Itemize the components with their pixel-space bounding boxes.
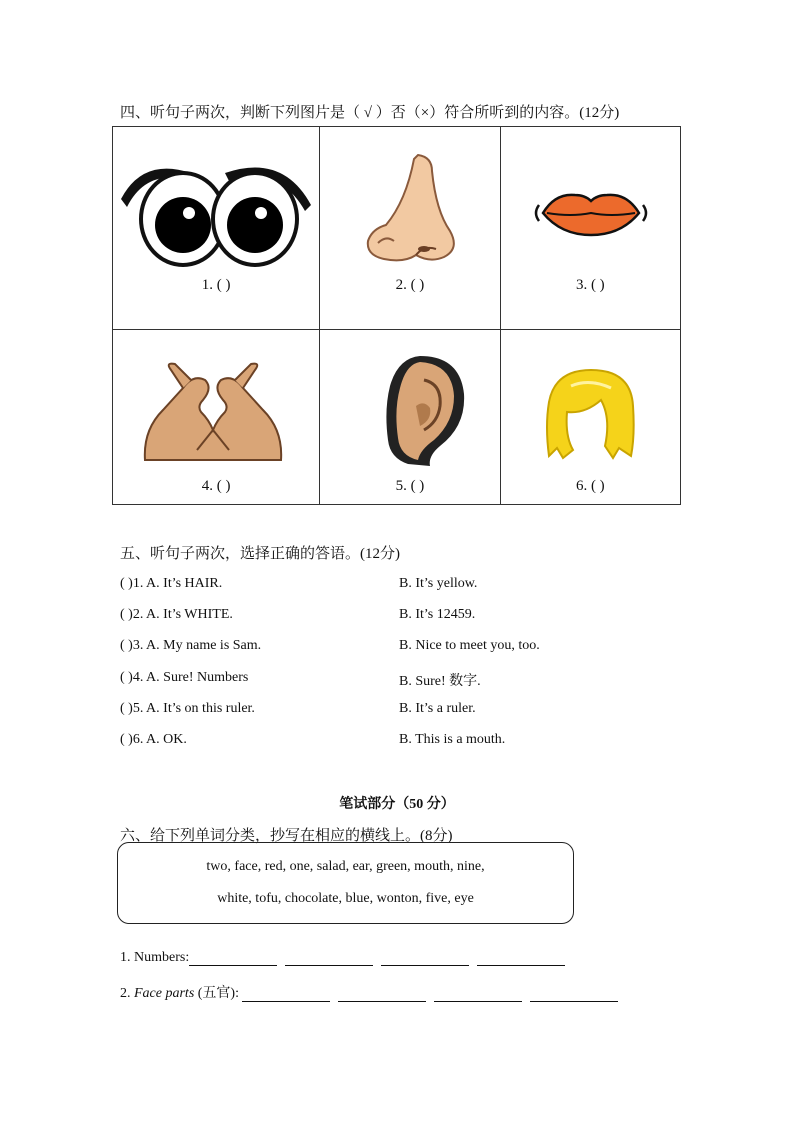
item-label: 6. ( ) [575, 478, 605, 494]
question-option-b: B. This is a mouth. [399, 732, 506, 747]
face-parts-row [120, 982, 626, 1002]
question-option-a: ( )4. A. Sure! Numbers [120, 670, 249, 685]
numbers-label: 1. Numbers: [120, 950, 190, 965]
answer-blank[interactable] [285, 951, 373, 966]
item-label: 3. ( ) [575, 277, 605, 293]
written-part-header: 笔试部分（50 分） [339, 797, 455, 812]
answer-blank[interactable] [189, 951, 277, 966]
picture-grid [112, 126, 681, 505]
grid-cell-4 [113, 330, 320, 505]
answer-blank[interactable] [338, 987, 426, 1002]
face-parts-prefix: 2. [120, 986, 134, 1001]
grid-cell-5 [320, 330, 500, 505]
question-option-b: B. It’s a ruler. [399, 701, 476, 716]
nose-icon [320, 151, 499, 263]
face-parts-suffix: (五官): [194, 986, 243, 1001]
answer-blank[interactable] [434, 987, 522, 1002]
word-bank-line: two, face, red, one, salad, ear, green, mouth, nine, [206, 859, 485, 874]
grid-cell-1 [113, 127, 320, 330]
face-parts-label: Face parts [134, 986, 195, 1001]
question-option-a: ( )3. A. My name is Sam. [120, 638, 262, 653]
heart-hands-icon [113, 360, 319, 464]
hair-icon [501, 366, 680, 462]
question-option-a: ( )5. A. It’s on this ruler. [120, 701, 255, 716]
answer-blank[interactable] [381, 951, 469, 966]
question-option-a: ( )1. A. It’s HAIR. [120, 576, 223, 591]
item-label: 2. ( ) [395, 277, 425, 293]
question-option-a: ( )2. A. It’s WHITE. [120, 607, 233, 622]
grid-cell-6 [500, 330, 680, 505]
answer-blank[interactable] [530, 987, 618, 1002]
item-label: 5. ( ) [395, 478, 425, 494]
word-bank-box [117, 842, 574, 924]
item-label: 4. ( ) [201, 478, 231, 494]
item-label: 1. ( ) [201, 277, 231, 293]
section4-title: 四、听句子两次，判断下列图片是（ √ ）否（×）符合所听到的内容。(12分) [120, 105, 620, 121]
answer-blank[interactable] [477, 951, 565, 966]
question-option-b: B. Nice to meet you, too. [399, 638, 540, 653]
section5-title: 五、听句子两次，选择正确的答语。(12分) [120, 546, 400, 562]
grid-cell-3 [500, 127, 680, 330]
question-option-b: B. It’s yellow. [399, 576, 478, 591]
ear-icon [320, 350, 499, 468]
word-bank-line: white, tofu, chocolate, blue, wonton, five, eye [217, 891, 474, 906]
section6-title: 六、给下列单词分类，抄写在相应的横线上。(8分) [120, 828, 453, 844]
question-option-b: B. Sure! 数字. [399, 674, 481, 689]
mouth-icon [501, 183, 680, 243]
question-option-a: ( )6. A. OK. [120, 732, 187, 747]
numbers-row [120, 950, 573, 966]
question-option-b: B. It’s 12459. [399, 607, 476, 622]
answer-blank[interactable] [242, 987, 330, 1002]
eyes-icon [113, 147, 319, 267]
grid-cell-2 [320, 127, 500, 330]
